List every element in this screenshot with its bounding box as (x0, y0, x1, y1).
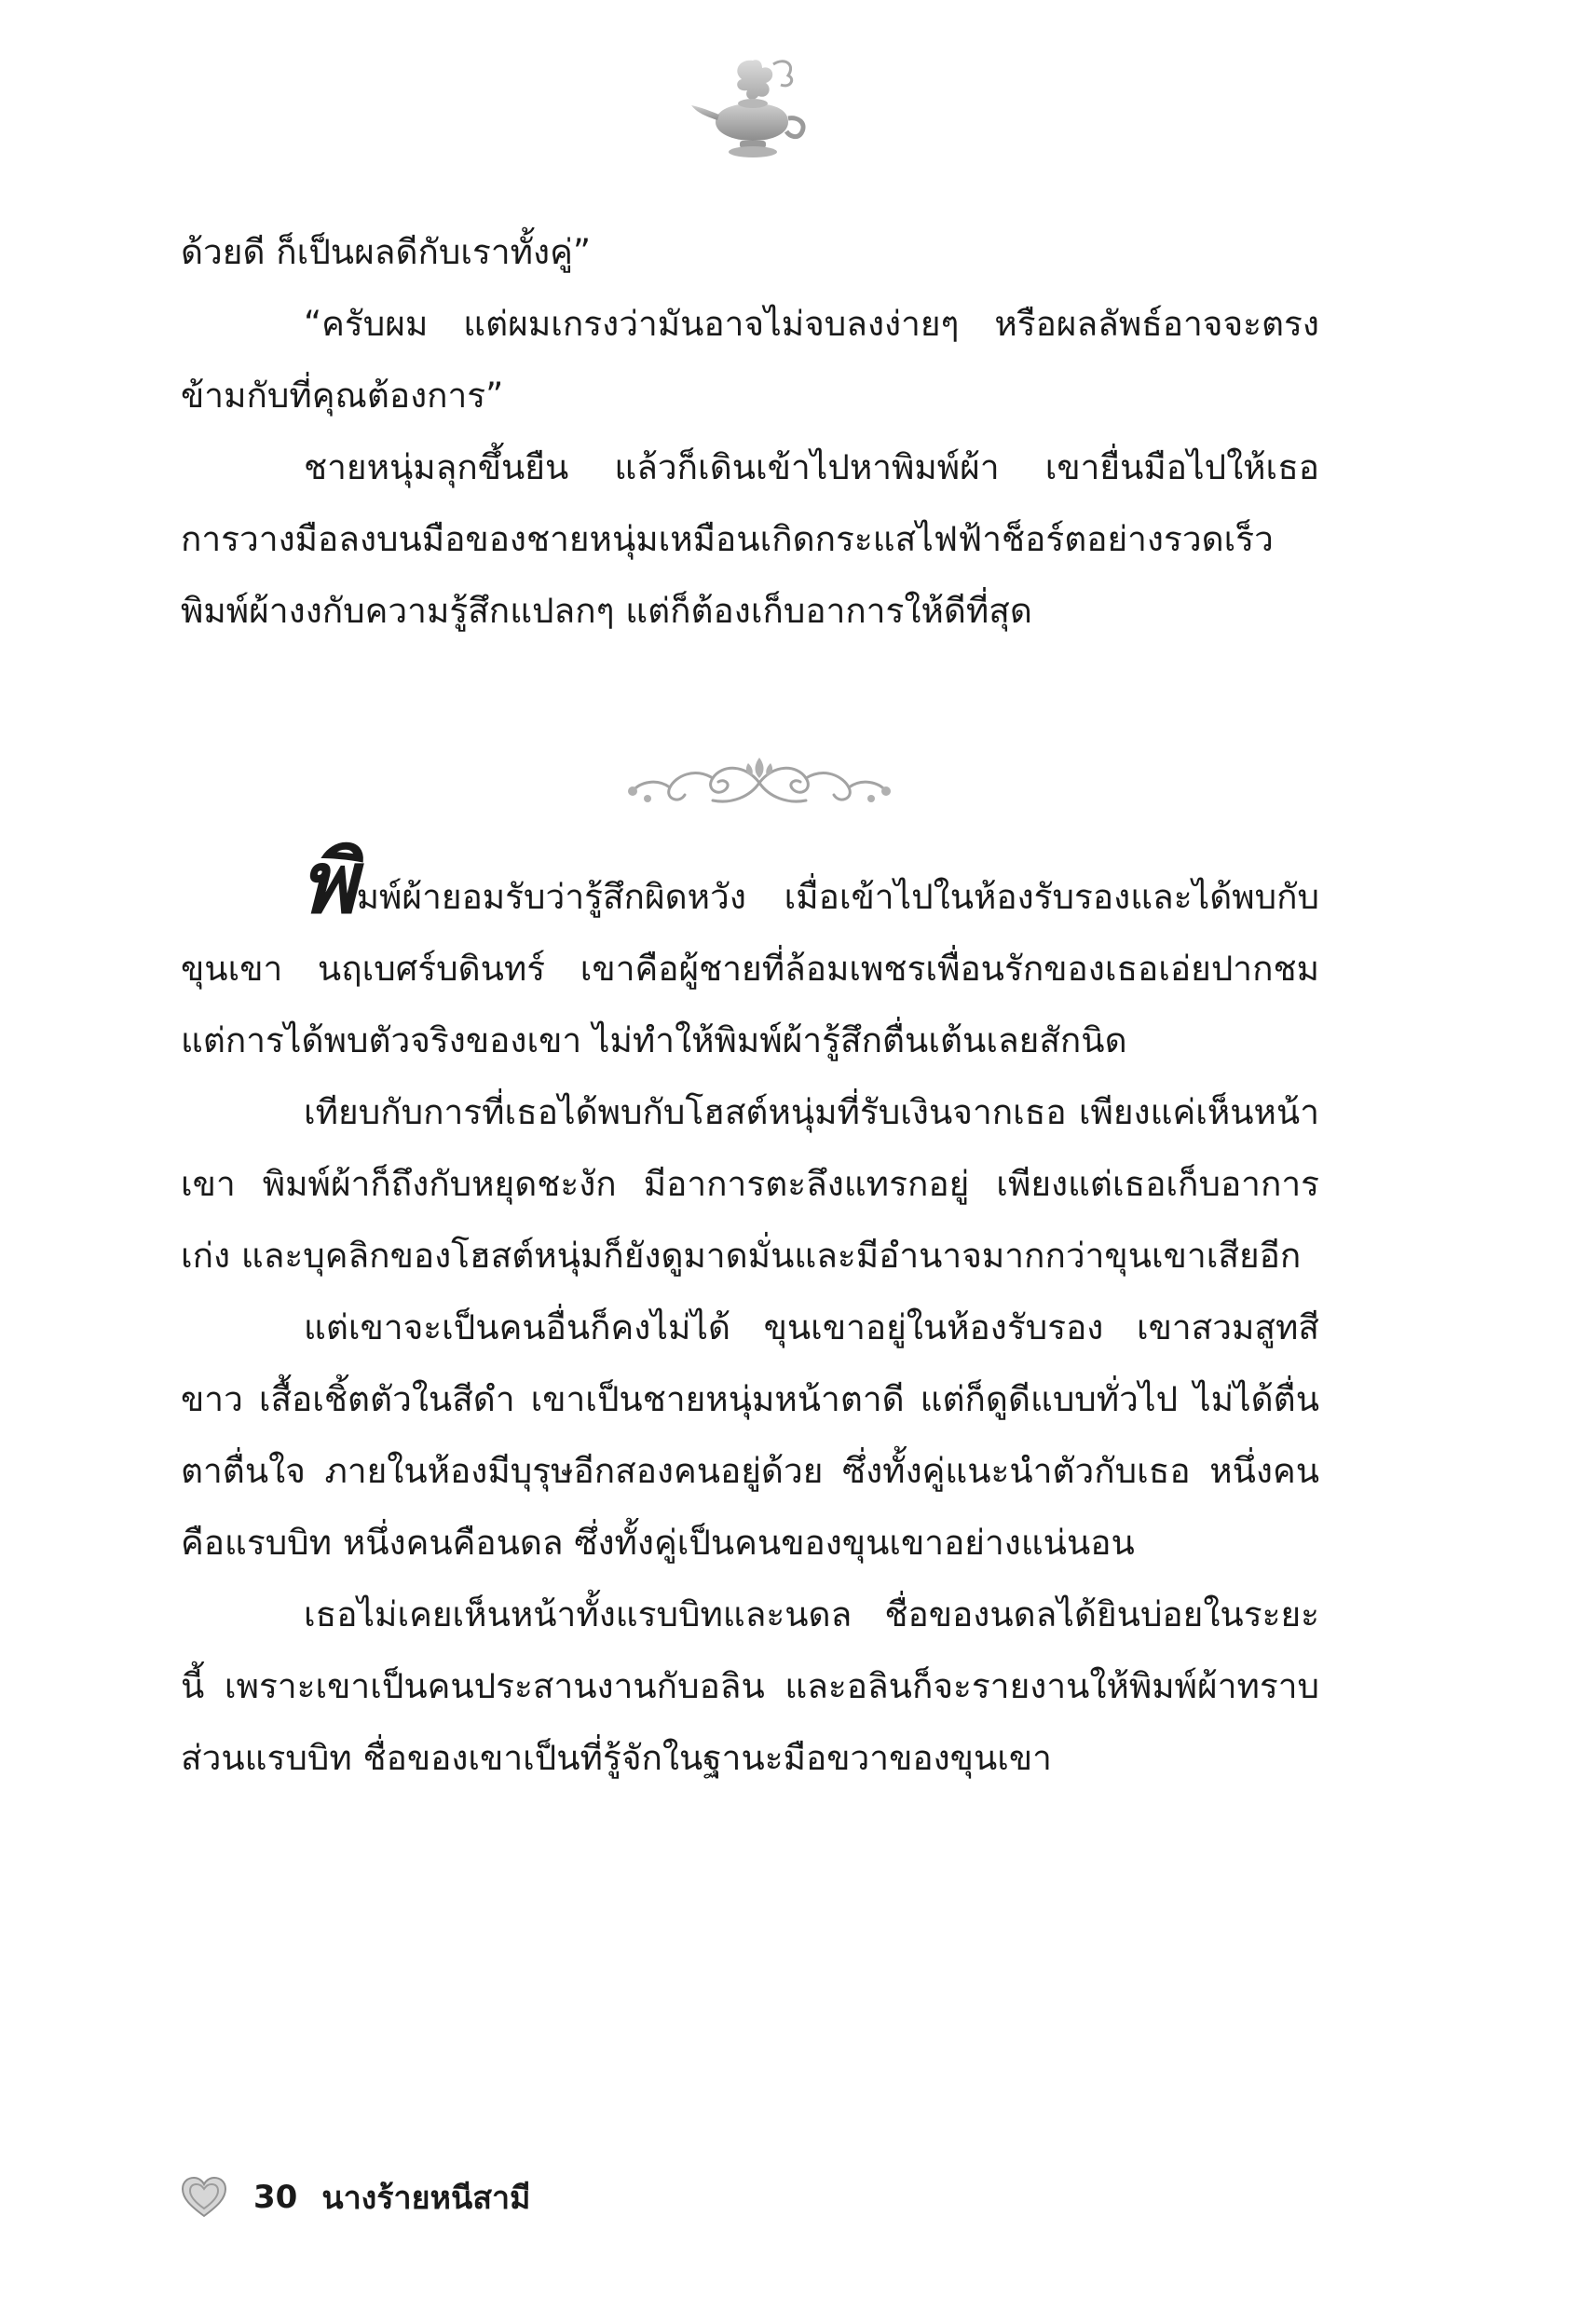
body-text-bottom (181, 832, 1319, 1794)
paragraph: “ครับผม แต่ผมเกรงว่ามันอาจไม่จบลงง่ายๆ หรือผลลัพธ์อาจจะตรงข้ามกับที่คุณต้องการ” (181, 304, 1319, 416)
page-footer (181, 2169, 530, 2225)
paragraph: ชายหนุ่มลุกขึ้นยืน แล้วก็เดินเข้าไปหาพิมพ์ผ้า เขายื่นมือไปให้เธอ การวางมือลงบนมือของชายหนุ่มเหมือนเกิดกระแสไฟฟ้าช็อร์ตอย่างรวดเร็ว พิมพ์ผ้างงกับความรู้สึกแปลกๆ แต่ก็ต้องเก็บอาการให้ดีที่สุด (181, 447, 1319, 631)
paragraph-with-dropcap (181, 832, 1319, 1076)
book-title: นางร้ายหนีสามี (321, 2180, 531, 2217)
genie-lamp-icon (688, 51, 818, 163)
dropcap-paragraph-text: มพ์ผ้ายอมรับว่ารู้สึกผิดหวัง เมื่อเข้าไปในห้องรับรองและได้พบกับ ขุนเขา นฤเบศร์บดินทร์ เขาคือผู้ชายที่ล้อมเพชรเพื่อนรักของเธอเอ่ยปากชม แต่การได้พบตัวจริงของเขา ไม่ทำให้พิมพ์ผ้ารู้สึกตื่นเต้นเลยสักนิด (181, 877, 1319, 1060)
paragraph: แต่เขาจะเป็นคนอื่นก็คงไม่ได้ ขุนเขาอยู่ในห้องรับรอง เขาสวมสูทสีขาว เสื้อเชิ้ตตัวในสีดำ เขาเป็นชายหนุ่มหน้าตาดี แต่ก็ดูดีแบบทั่วไป ไม่ได้ตื่นตาตื่นใจ ภายในห้องมีบุรุษอีกสองคนอยู่ด้วย ซึ่งทั้งคู่แนะนำตัวกับเธอ หนึ่งคนคือแรบบิท หนึ่งคนคือนดล ซึ่งทั้งคู่เป็นคนของขุนเขาอย่างแน่นอน (181, 1307, 1319, 1563)
floral-divider-icon (620, 750, 899, 815)
paragraph: เธอไม่เคยเห็นหน้าทั้งแรบบิทและนดล ชื่อของนดลได้ยินบ่อยในระยะนี้ เพราะเขาเป็นคนประสานงานกับอลิน และอลินก็จะรายงานให้พิมพ์ผ้าทราบ ส่วนแรบบิท ชื่อของเขาเป็นที่รู้จักในฐานะมือขวาของขุนเขา (181, 1594, 1319, 1778)
paragraph: ด้วยดี ก็เป็นผลดีกับเราทั้งคู่” (181, 232, 592, 272)
heart-icon (181, 2176, 227, 2219)
page-number: 30 (253, 2179, 298, 2216)
paragraph: เทียบกับการที่เธอได้พบกับโฮสต์หนุ่มที่รับเงินจากเธอ เพียงแค่เห็นหน้าเขา พิมพ์ผ้าก็ถึงกับหยุดชะงัก มีอาการตะลึงแทรกอยู่ เพียงแต่เธอเก็บอาการเก่ง และบุคลิกของโฮสต์หนุ่มก็ยังดูมาดมั่นและมีอำนาจมากกว่าขุนเขาเสียอีก (181, 1092, 1319, 1276)
dropcap: พิ (300, 832, 357, 933)
body-text-top (181, 216, 1319, 647)
